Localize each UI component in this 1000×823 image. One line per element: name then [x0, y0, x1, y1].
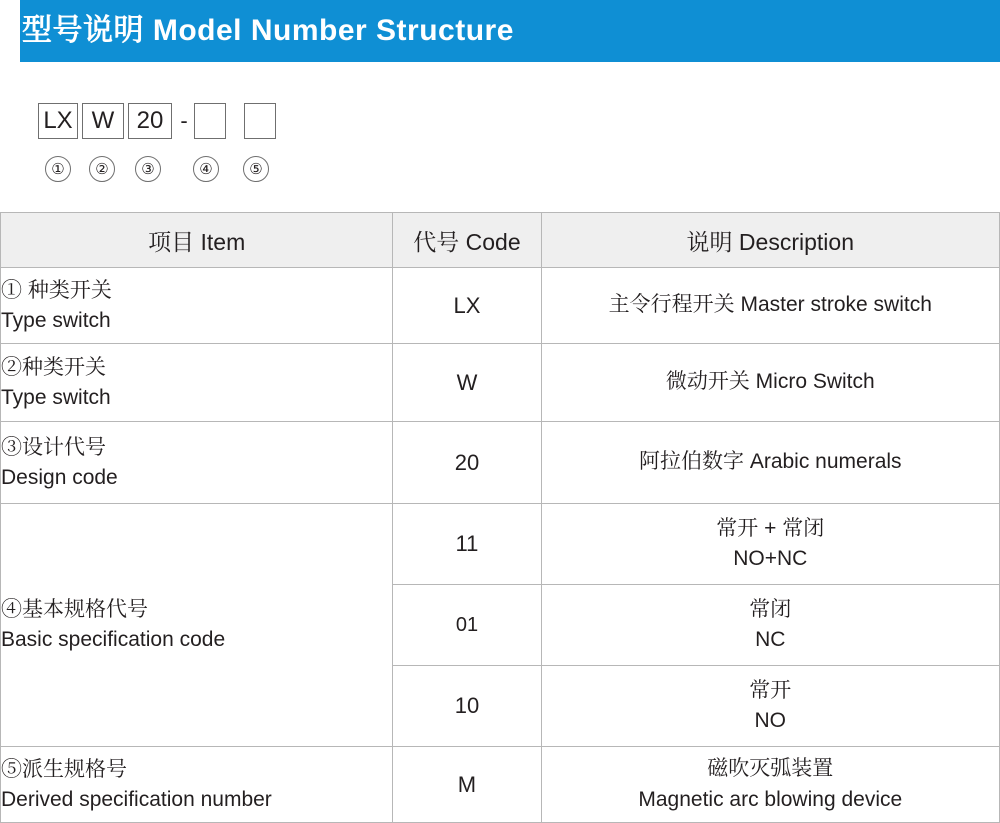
desc-label-cn: 常闭 — [749, 597, 792, 621]
model-marker-5: ⑤ — [243, 156, 269, 182]
model-marker-4: ④ — [193, 156, 219, 182]
desc-label-en: NO+NC — [733, 547, 808, 570]
table-row — [1, 268, 1000, 344]
header-item: 项目 Item — [1, 213, 393, 268]
table-header-row — [1, 213, 1000, 268]
row-desc-cell — [541, 422, 999, 504]
row-item-cell — [1, 268, 393, 344]
table-row — [1, 422, 1000, 504]
row-code-cell: 10 — [393, 666, 541, 747]
row-desc-cell — [541, 268, 999, 344]
item-label-en: Type switch — [1, 308, 111, 332]
row-code-cell: M — [393, 747, 541, 823]
desc-label-cn: 常开 + 常闭 — [716, 516, 825, 540]
header-code: 代号 Code — [393, 213, 541, 268]
table-row — [1, 747, 1000, 823]
item-label-cn: ③设计代号 — [1, 435, 106, 459]
row-code-cell: 20 — [393, 422, 541, 504]
header-left-accent — [0, 0, 20, 62]
desc-label-cn: 磁吹灭弧装置 — [707, 757, 834, 781]
model-marker-1: ① — [45, 156, 71, 182]
row-code-cell: 01 — [393, 585, 541, 666]
row-desc-cell — [541, 666, 999, 747]
row-item-cell — [1, 747, 393, 823]
row-desc-cell — [541, 344, 999, 422]
desc-label-en: NC — [755, 628, 786, 651]
specification-table — [0, 212, 1000, 823]
row-code-cell: 11 — [393, 504, 541, 585]
table-row — [1, 344, 1000, 422]
model-marker-3: ③ — [135, 156, 161, 182]
desc-label-cn: 阿拉伯数字 Arabic numerals — [638, 450, 902, 474]
desc-label-cn: 微动开关 Micro Switch — [665, 370, 875, 394]
item-label-cn: ④基本规格代号 — [1, 598, 148, 622]
row-desc-cell — [541, 504, 999, 585]
row-desc-cell — [541, 747, 999, 823]
model-marker-2: ② — [89, 156, 115, 182]
model-box-1: LX — [38, 103, 78, 139]
row-desc-cell — [541, 585, 999, 666]
model-box-4 — [194, 103, 226, 139]
model-box-row — [38, 100, 1000, 142]
row-item-cell — [1, 504, 393, 747]
row-item-cell — [1, 344, 393, 422]
item-label-cn: ⑤派生规格号 — [1, 757, 127, 781]
row-code-cell: W — [393, 344, 541, 422]
item-label-en: Derived specification number — [1, 787, 272, 811]
model-marker-row — [38, 154, 1000, 184]
row-item-cell — [1, 422, 393, 504]
model-box-2: W — [82, 103, 124, 139]
model-box-3: 20 — [128, 103, 172, 139]
desc-label-en: Magnetic arc blowing device — [638, 787, 903, 811]
row-code-cell: LX — [393, 268, 541, 344]
model-number-diagram — [0, 62, 1000, 212]
table-row — [1, 504, 1000, 585]
item-label-cn: ②种类开关 — [1, 355, 106, 379]
page-header — [0, 0, 1000, 62]
desc-label-cn: 主令行程开关 Master stroke switch — [608, 293, 932, 317]
item-label-en: Design code — [1, 465, 118, 489]
item-label-cn: ① 种类开关 — [1, 278, 112, 302]
item-label-en: Type switch — [1, 385, 111, 409]
desc-label-en: NO — [754, 709, 787, 732]
header-description: 说明 Description — [541, 213, 999, 268]
desc-label-cn: 常开 — [749, 678, 792, 702]
model-separator: - — [180, 108, 188, 133]
model-box-5 — [244, 103, 276, 139]
page-title: 型号说明 Model Number Structure — [22, 14, 514, 47]
item-label-en: Basic specification code — [1, 628, 226, 651]
